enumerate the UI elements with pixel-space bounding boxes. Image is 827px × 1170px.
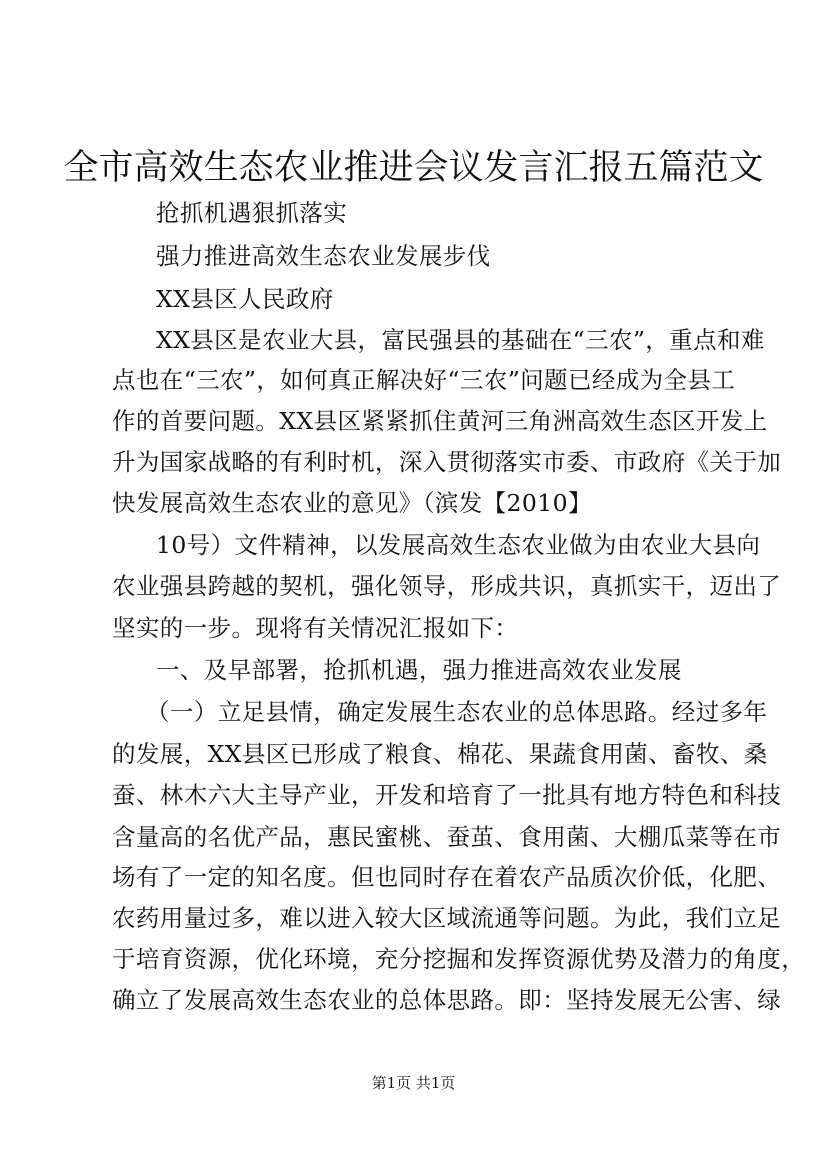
paragraph-line: 蚕、林木六大主导产业，开发和培育了一批具有地方特色和科技 <box>112 781 782 809</box>
subtitle-line-1: 抢抓机遇狠抓落实 <box>156 199 348 227</box>
paragraph-line: 于培育资源，优化环境，充分挖掘和发挥资源优势及潜力的角度， <box>112 945 806 973</box>
paragraph-line: 坚实的一步。现将有关情况汇报如下： <box>112 614 519 642</box>
page-number-footer: 第1页 共1页 <box>371 1074 456 1092</box>
document-title: 全市高效生态农业推进会议发言汇报五篇范文 <box>63 148 764 188</box>
paragraph-line: 含量高的名优产品，惠民蜜桃、蚕茧、食用菌、大棚瓜菜等在市 <box>112 823 782 851</box>
paragraph-line: 场有了一定的知名度。但也同时存在着农产品质次价低，化肥、 <box>112 863 782 891</box>
paragraph-line: 确立了发展高效生态农业的总体思路。即：坚持发展无公害、绿 <box>112 986 782 1014</box>
paragraph-line: 农业强县跨越的契机，强化领导，形成共识，真抓实干，迈出了 <box>112 572 782 600</box>
paragraph-line: 快发展高效生态农业的意见》（滨发【2010】 <box>112 489 592 517</box>
subtitle-line-2: 强力推进高效生态农业发展步伐 <box>156 242 491 270</box>
paragraph-line: 点也在“三农”，如何真正解决好“三农”问题已经成为全县工 <box>112 366 736 394</box>
paragraph-line: XX县区是农业大县，富民强县的基础在“三农”，重点和难 <box>156 326 765 354</box>
paragraph-line: 10号）文件精神，以发展高效生态农业做为由农业大县向 <box>156 531 761 559</box>
paragraph-line: 升为国家战略的有利时机，深入贯彻落实市委、市政府《关于加 <box>112 448 782 476</box>
section-heading: 一、及早部署，抢抓机遇，强力推进高效农业发展 <box>156 656 682 684</box>
paragraph-line: 的发展，XX县区已形成了粮食、棉花、果蔬食用菌、畜牧、桑 <box>112 740 768 768</box>
paragraph-line: 农药用量过多，难以进入较大区域流通等问题。为此，我们立足 <box>112 904 782 932</box>
author-line: XX县区人民政府 <box>156 285 334 313</box>
paragraph-line: 作的首要问题。XX县区紧紧抓住黄河三角洲高效生态区开发上 <box>112 407 768 435</box>
paragraph-line: （一）立足县情，确定发展生态农业的总体思路。经过多年 <box>146 698 768 726</box>
